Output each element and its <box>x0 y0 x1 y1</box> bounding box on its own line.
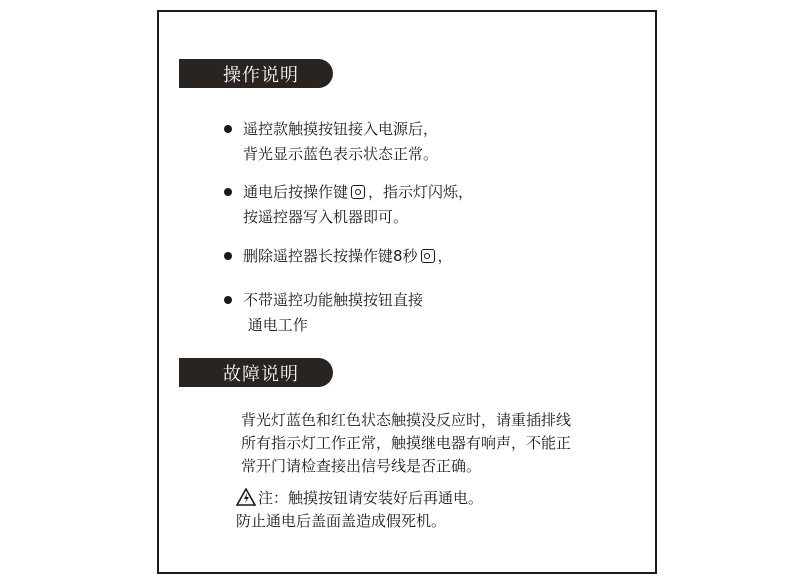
operation-key-icon <box>421 249 435 263</box>
operation-item-1 <box>224 117 438 167</box>
operation-section-title-text: 操作说明 <box>223 64 299 86</box>
bullet-dot-icon <box>224 188 232 196</box>
operation-item-3-line1 <box>243 244 453 269</box>
operation-item-2 <box>224 180 473 230</box>
fault-section-title-text: 故障说明 <box>223 363 299 385</box>
operation-item-4 <box>224 288 423 338</box>
note-line-1 <box>236 487 483 510</box>
note-line-2: 防止通电后盖面盖造成假死机。 <box>236 512 447 530</box>
operation-item-3-line1-pre: 删除遥控器长按操作键8秒 <box>243 247 418 265</box>
operation-item-1-line2: 背光显示蓝色表示状态正常。 <box>243 145 439 163</box>
operation-item-1-line1: 遥控款触摸按钮接入电源后， <box>243 120 439 138</box>
bullet-dot-icon <box>224 125 232 133</box>
operation-item-2-line1-pre: 通电后按操作键 <box>243 183 349 201</box>
warning-icon <box>236 488 256 506</box>
operation-key-icon <box>351 185 365 199</box>
bullet-dot-icon <box>224 252 232 260</box>
operation-section-title <box>179 59 333 88</box>
operation-item-2-line2: 按遥控器写入机器即可。 <box>243 208 409 226</box>
fault-line-2: 所有指示灯工作正常，触摸继电器有响声，不能正 <box>241 434 572 452</box>
bullet-dot-icon <box>224 296 232 304</box>
fault-line-1: 背光灯蓝色和红色状态触摸没反应时，请重插排线 <box>241 411 572 429</box>
operation-item-3-line1-post: ， <box>437 247 453 265</box>
operation-item-4-line1: 不带遥控功能触摸按钮直接 <box>243 291 424 309</box>
operation-item-2-line1-post: ，指示灯闪烁， <box>368 183 474 201</box>
operation-item-3 <box>224 244 453 269</box>
fault-description <box>241 409 571 478</box>
note-block <box>236 487 483 533</box>
operation-item-4-line2: 通电工作 <box>243 316 308 334</box>
note-line-1-text: 注：触摸按钮请安装好后再通电。 <box>258 489 484 507</box>
fault-line-3: 常开门请检查接出信号线是否正确。 <box>241 457 482 475</box>
operation-item-2-line1 <box>243 180 473 205</box>
fault-section-title <box>179 358 333 387</box>
